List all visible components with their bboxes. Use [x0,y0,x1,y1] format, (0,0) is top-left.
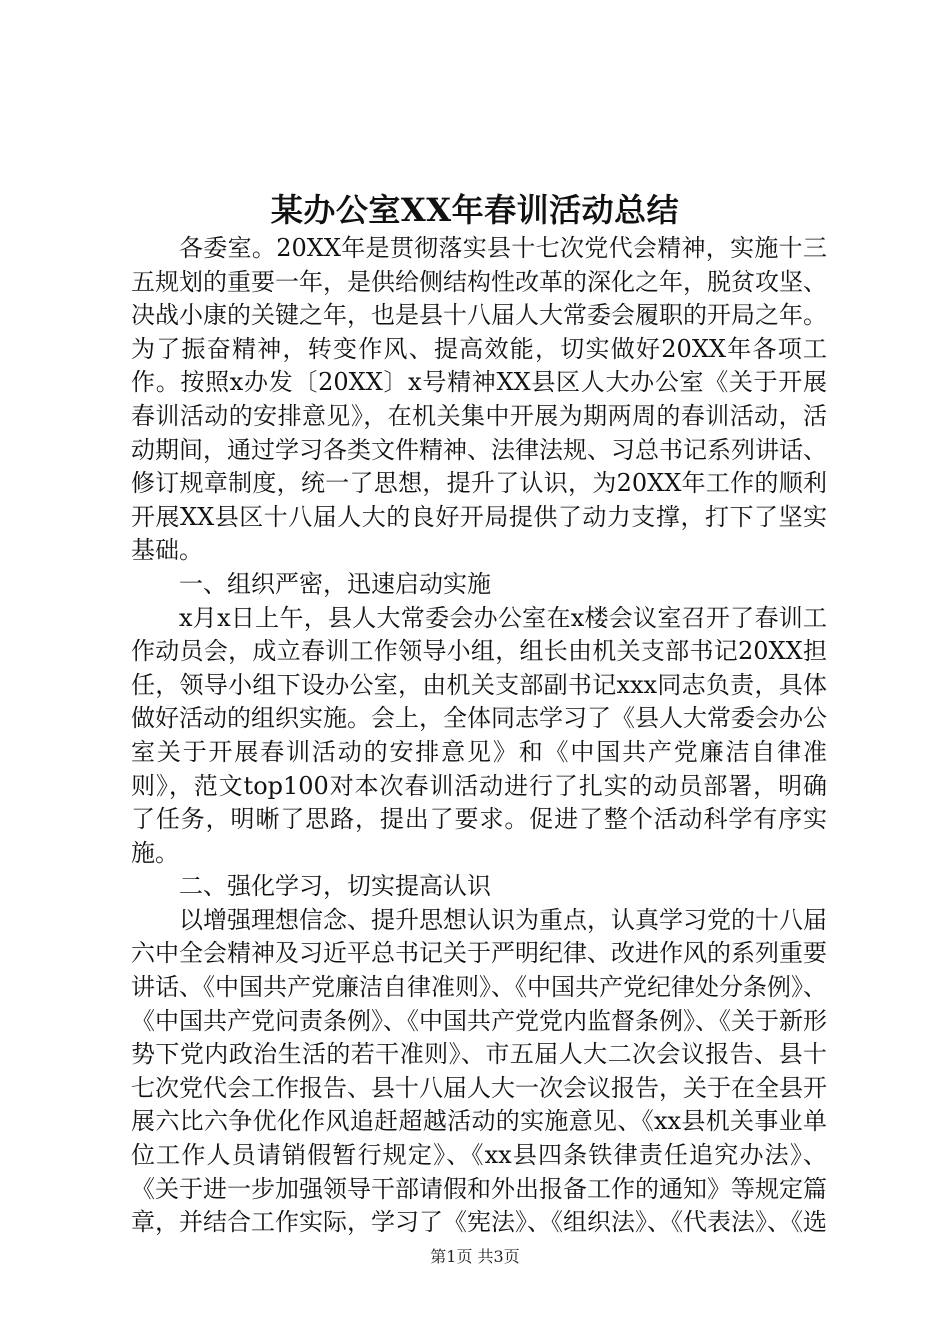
document-body [131,232,827,1240]
paragraph-section-2: 以增强理想信念、提升思想认识为重点，认真学习党的十八届六中全会精神及习近平总书记关于严明纪律、改进作风的系列重要讲话、《中国共产党廉洁自律准则》、《中国共产党纪律处分条例》、《中国共产党问责条例》、《中国共产党党内监督条例》、《关于新形势下党内政治生活的若干准则》、市五届人大二次会议报告、县十七次党代会工作报告、县十八届人大一次会议报告，关于在全县开展六比六争优化作风追赶超越活动的实施意见、《xx县机关事业单位工作人员请销假暂行规定》、《xx县四条铁律责任追究办法》、《关于进一步加强领导干部请假和外出报备工作的通知》等规定篇章，并结合工作实际，学习了《宪法》、《组织法》、《代表法》、《选 [131,905,827,1237]
paragraph-section-1: x月x日上午，县人大常委会办公室在x楼会议室召开了春训工作动员会，成立春训工作领导小组，组长由机关支部书记20XX担任，领导小组下设办公室，由机关支部副书记xxx同志负责，具体做好活动的组织实施。会上，全体同志学习了《县人大常委会办公室关于开展春训活动的安排意见》和《中国共产党廉洁自律准则》，范文top100对本次春训活动进行了扎实的动员部署，明确了任务，明晰了思路，提出了要求。促进了整个活动科学有序实施。 [131,603,827,867]
page-footer: 第1页 共3页 [430,1247,520,1266]
section-heading-1: 一、组织严密，迅速启动实施 [179,569,491,598]
section-heading-2: 二、强化学习，切实提高认识 [179,872,491,901]
paragraph-intro: 各委室。20XX年是贯彻落实县十七次党代会精神，实施十三五规划的重要一年，是供给侧结构性改革的深化之年，脱贫攻坚、决战小康的关键之年，也是县十八届人大常委会履职的开局之年。为了振奋精神，转变作风、提高效能，切实做好20XX年各项工作。按照x办发〔20XX〕x号精神XX县区人大办公室《关于开展春训活动的安排意见》，在机关集中开展为期两周的春训活动，活动期间，通过学习各类文件精神、法律法规、习总书记系列讲话、修订规章制度，统一了思想，提升了认识，为20XX年工作的顺利开展XX县区十八届人大的良好开局提供了动力支撑，打下了坚实基础。 [131,234,827,565]
document-title: 某办公室XX年春训活动总结 [270,191,680,229]
